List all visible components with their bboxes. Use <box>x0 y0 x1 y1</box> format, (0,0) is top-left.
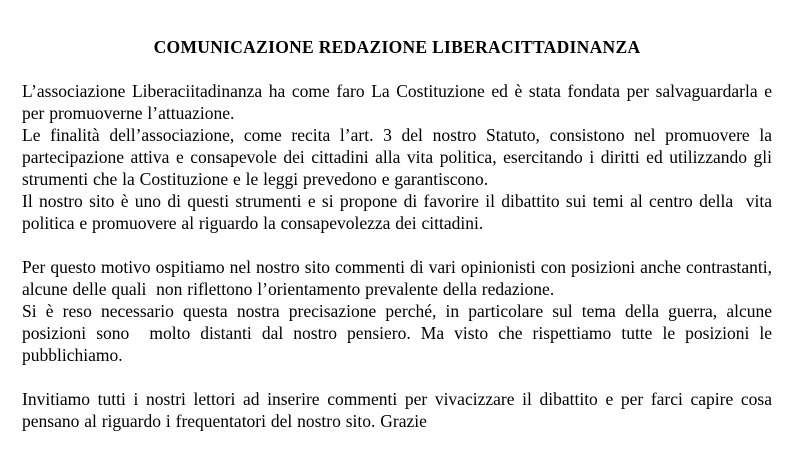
paragraph: Si è reso necessario questa nostra precisazione perché, in particolare sul tema della guerra, alcune posizioni sono molto distanti dal nostro pensiero. Ma visto che rispettiamo tutte le posizioni le pubblichiamo. <box>22 301 772 365</box>
paragraph-block <box>22 80 772 234</box>
paragraph-block <box>22 256 772 366</box>
document-body <box>22 80 772 432</box>
paragraph-block <box>22 388 772 432</box>
paragraph: Il nostro sito è uno di questi strumenti e si propone di favorire il dibattito sui temi al centro della vita politica e promuovere al riguardo la consapevolezza dei cittadini. <box>22 191 772 233</box>
paragraph: Per questo motivo ospitiamo nel nostro sito commenti di vari opinionisti con posizioni anche contrastanti, alcune delle quali non riflettono l’orientamento prevalente della redazione. <box>22 257 772 299</box>
paragraph: L’associazione Liberaciitadinanza ha come faro La Costituzione ed è stata fondata per salvaguardarla e per promuoverne l’attuazione. <box>22 81 772 123</box>
paragraph: Invitiamo tutti i nostri lettori ad inserire commenti per vivacizzare il dibattito e per farci capire cosa pensano al riguardo i frequentatori del nostro sito. Grazie <box>22 389 772 431</box>
paragraph: Le finalità dell’associazione, come recita l’art. 3 del nostro Statuto, consistono nel promuovere la partecipazione attiva e consapevole dei cittadini alla vita politica, esercitando i diritti ed utilizzando gli strumenti che la Costituzione e le leggi prevedono e garantiscono. <box>22 125 772 189</box>
document-title: COMUNICAZIONE REDAZIONE LIBERACITTADINANZA <box>153 37 641 57</box>
